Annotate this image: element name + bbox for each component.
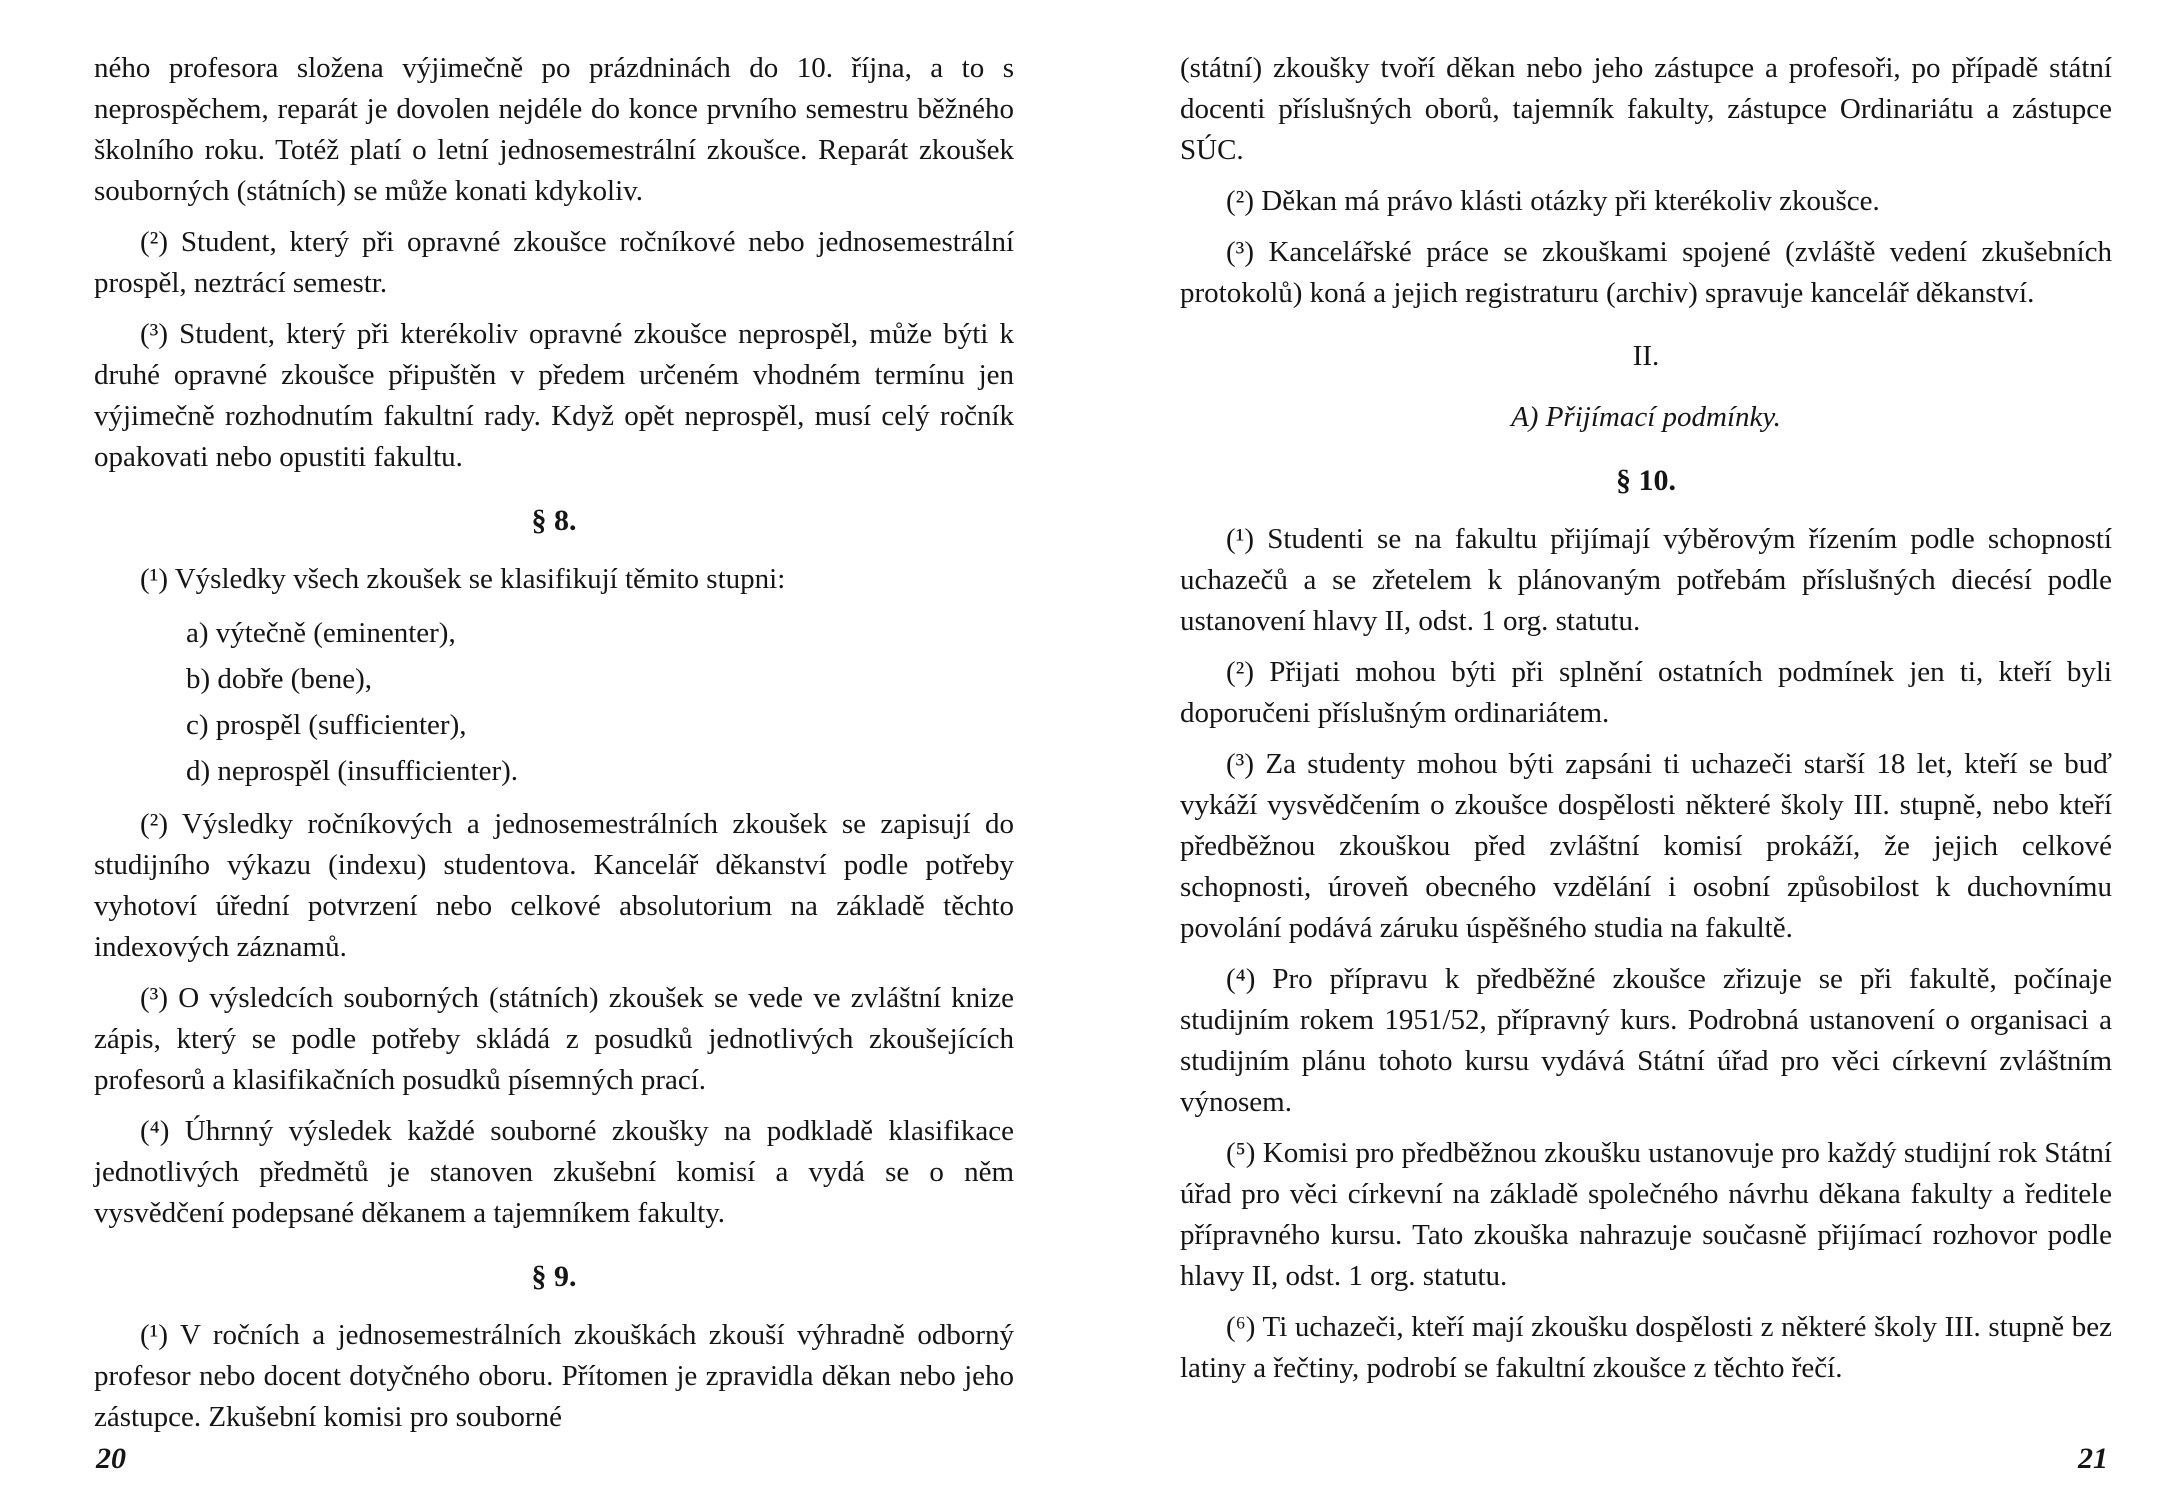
part-heading: II. xyxy=(1632,340,1660,372)
paragraph: (²) Výsledky ročníkových a jednosemestrálních zkoušek se zapisují do studijního výkazu (indexu) studentova. Kancelář děkanství podle potřeby vyhotoví úřední potvrzení nebo celkové absolutorium na základě těchto indexových záznamů. xyxy=(94,808,1014,963)
paragraph: (⁵) Komisi pro předběžnou zkoušku ustanovuje pro každý studijní rok Státní úřad pro věci církevní na základě společného návrhu děkana fakulty a ředitele přípravného kursu. Tato zkouška nahrazuje současně přijímací rozhovor podle hlavy II, odst. 1 org. statutu. xyxy=(1180,1137,2112,1292)
paragraph-number: (³) xyxy=(140,318,169,350)
paragraph: (⁴) Pro přípravu k předběžné zkoušce zřizuje se při fakultě, počínaje studijním rokem 1951/52, přípravný kurs. Podrobná ustanovení o organisaci a studijním plánu tohoto kursu vydává Státní úřad pro věci církevní zvláštním výnosem. xyxy=(1180,963,2112,1118)
paragraph: (³) O výsledcích souborných (státních) zkoušek se vede ve zvláštní knize zápis, který se podle potřeby skládá z posudků jednotlivých zkoušejících profesorů a klasifikačních posudků písemných prací. xyxy=(94,982,1014,1096)
section-heading-8: § 8. xyxy=(531,504,577,537)
paragraph: (⁶) Ti uchazeči, kteří mají zkoušku dospělosti z některé školy III. stupně bez latiny a řečtiny, podrobí se fakultní zkoušce z těchto řečí. xyxy=(1180,1311,2112,1384)
grade-item: b) dobře (bene), xyxy=(186,663,372,695)
paragraph-number: (²) xyxy=(140,226,169,258)
paragraph xyxy=(94,222,1014,304)
grade-list xyxy=(94,610,1014,794)
paragraph: (⁴) Úhrnný výsledek každé souborné zkoušky na podkladě klasifikace jednotlivých předmětů je stanoven zkušební komisí a vydá se o něm vysvědčení podepsané děkanem a tajemníkem fakulty. xyxy=(94,1115,1014,1229)
section-heading-10: § 10. xyxy=(1616,464,1676,497)
paragraph-text: Student, který při opravné zkoušce ročníkové nebo jednosemestrální prospěl, neztrácí semestr. xyxy=(94,226,1014,299)
page-number: 20 xyxy=(96,1442,126,1475)
page-number: 21 xyxy=(2078,1442,2108,1475)
paragraph-text: Student, který při kterékoliv opravné zkoušce neprospěl, může býti k druhé opravné zkoušce připuštěn v předem určeném vhodném termínu jen výjimečně rozhodnutím fakultní rady. Když opět neprospěl, musí celý ročník opakovati nebo opustiti fakultu. xyxy=(94,318,1014,473)
paragraph: (³) Za studenty mohou býti zapsáni ti uchazeči starší 18 let, kteří se buď vykáží vysvědčením o zkoušce dospělosti některé školy III. stupně, nebo kteří předběžnou zkouškou před zvláštní komisí prokáží, že jejich celkové schopnosti, úroveň obecného vzdělání i osobní způsobilost k duchovnímu povolání podává záruku úspěšného studia na fakultě. xyxy=(1180,748,2112,944)
paragraph: (³) Kancelářské práce se zkouškami spojené (zvláště vedení zkušebních protokolů) koná a jejich registraturu (archiv) spravuje kancelář děkanství. xyxy=(1180,236,2112,309)
section-heading-9: § 9. xyxy=(531,1260,577,1293)
paragraph: (²) Přijati mohou býti při splnění ostatních podmínek jen ti, kteří byli doporučeni příslušným ordinariátem. xyxy=(1180,656,2112,729)
grade-item: a) výtečně (eminenter), xyxy=(186,617,456,649)
grade-item: d) neprospěl (insufficienter). xyxy=(186,755,519,787)
right-page xyxy=(1180,48,2112,1398)
left-page xyxy=(94,48,1014,1433)
paragraph: (státní) zkoušky tvoří děkan nebo jeho zástupce a profesoři, po případě státní docenti příslušných oborů, tajemník fakulty, zástupce Ordinariátu a zástupce SÚC. xyxy=(1180,52,2112,166)
paragraph: ného profesora složena výjimečně po prázdninách do 10. října, a to s neprospěchem, reparát je dovolen nejdéle do konce prvního semestru běžného školního roku. Totéž platí o letní jednosemestrální zkoušce. Reparát zkoušek souborných (státních) se může konati kdykoliv. xyxy=(94,52,1014,207)
paragraph xyxy=(94,314,1014,478)
paragraph: (¹) Výsledky všech zkoušek se klasifikují těmito stupni: xyxy=(140,563,786,595)
paragraph: (²) Děkan má právo klásti otázky při kterékoliv zkoušce. xyxy=(1226,185,1880,217)
grade-item: c) prospěl (sufficienter), xyxy=(186,709,467,741)
paragraph: (¹) Studenti se na fakultu přijímají výběrovým řízením podle schopností uchazečů a se zřetelem k plánovaným potřebám příslušných diecésí podle ustanovení hlavy II, odst. 1 org. statutu. xyxy=(1180,523,2112,637)
subheading: A) Přijímací podmínky. xyxy=(1511,401,1781,433)
paragraph: (¹) V ročních a jednosemestrálních zkouškách zkouší výhradně odborný profesor nebo docent dotyčného oboru. Přítomen je zpravidla děkan nebo jeho zástupce. Zkušební komisi pro souborné xyxy=(94,1319,1014,1433)
